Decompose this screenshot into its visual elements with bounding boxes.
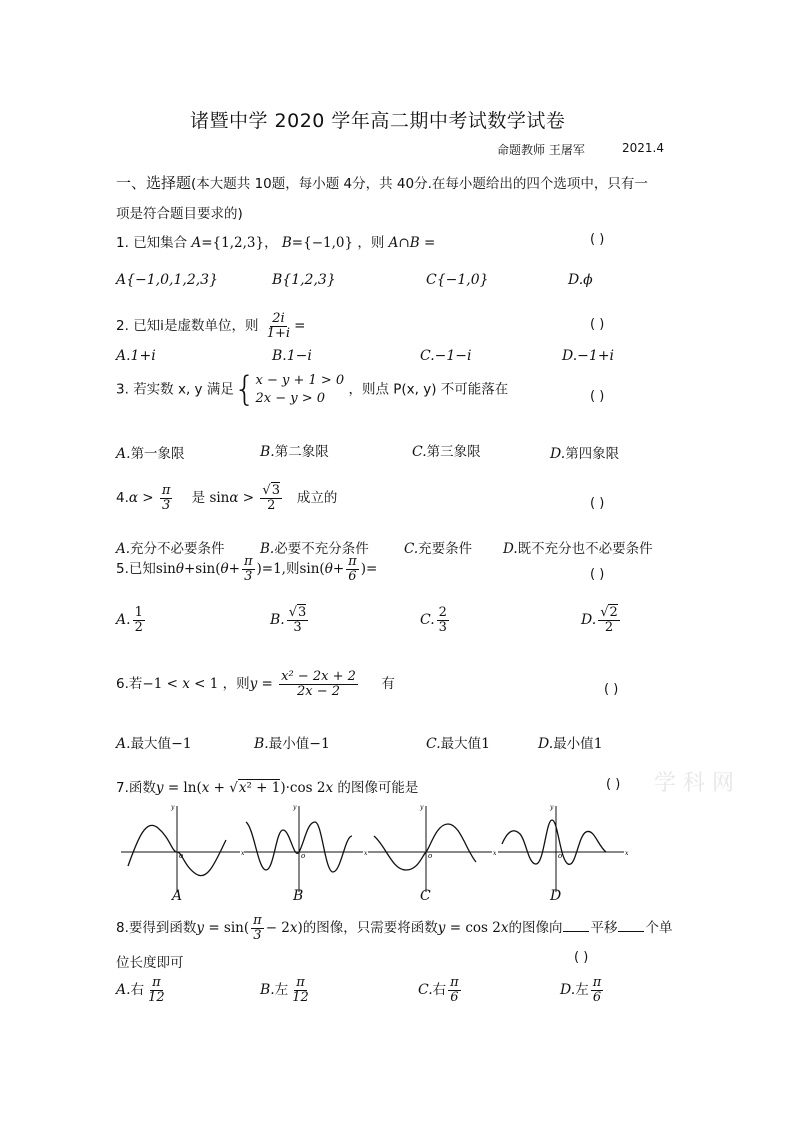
q3-option-a[interactable]: A.第一象限 [116,446,185,462]
q7-graph-a[interactable] [121,804,245,892]
q8-answer-paren: ( ) [574,950,589,965]
q2-answer-paren: ( ) [590,317,605,332]
q2-fraction: $\frac{2i}{1+i}$ [266,311,291,341]
q6-text-b: ，则 [222,676,250,693]
section-heading [116,172,648,193]
q7-answer-paren: ( ) [606,777,621,792]
q7-graph-b[interactable] [244,804,368,892]
q8-number: 8. [116,920,129,937]
q1-answer-paren: ( ) [590,232,605,247]
question-6: 6.若−1 < x < 1 ，则y = $\frac{\text{x² − 2x + 2}}{2x - 2}$ 有 [116,669,395,699]
question-1: 1. 已知集合 A={1,2,3}， B={−1,0} ，则 A∩B = [116,235,436,251]
q4-option-a[interactable]: A.充分不必要条件 [116,541,225,557]
svg-text:o: o [179,852,184,860]
q4-frac-sqrt3: $\frac{√3}{2}$ [262,483,280,513]
q5-answer-paren: ( ) [590,567,605,582]
q4-number: 4. [116,490,129,507]
q6-option-b[interactable]: B.最小值−1 [254,736,330,752]
q4-option-d[interactable]: D.既不充分也不必要条件 [503,541,653,557]
question-2: 2. 已知i是虚数单位，则 $\frac{2i}{1+i}$ = [116,311,306,341]
question-5: 5.已知sinθ+sin(θ+ $\frac{\pi}{3}$ )=1,则sin(θ+ $\frac{\pi}{6}$ )= [116,554,378,584]
q4-option-b[interactable]: B.必要不充分条件 [260,541,369,557]
q2-option-d[interactable]: D.−1+i [562,348,615,364]
q1-option-b[interactable]: B{1,2,3} [272,272,336,288]
q7-graph-c[interactable] [368,804,497,892]
q8-option-c[interactable]: C.右 $\frac{\pi}{6}$ [418,975,459,1005]
svg-text:y: y [420,804,424,811]
q3-option-b[interactable]: B.第二象限 [260,444,329,460]
q5-text: 已知 [128,561,156,578]
svg-text:o: o [558,852,563,860]
q5-option-b[interactable]: B. $\frac{√3}{3}$ [270,605,307,635]
q8-blank-2[interactable] [618,919,644,932]
q3-text: 若实数 x, y 满足 [133,381,234,398]
page-title: 诸暨中学 2020 学年高二期中考试数学试卷 [190,110,566,132]
q1-option-c[interactable]: C{−1,0} [426,272,489,288]
q3-answer-paren: ( ) [590,389,605,404]
q7-label-b: B [293,888,304,904]
q6-option-c[interactable]: C.最大值1 [426,736,491,752]
q6-text-c: 有 [381,676,395,693]
q7-number: 7. [116,780,129,796]
q1-text-b: ，则 [357,235,385,251]
brace-icon: { [233,369,256,410]
q5-option-d[interactable]: D. $\frac{√2}{2}$ [581,605,618,635]
q3-option-d[interactable]: D.第四象限 [550,446,620,462]
q4-answer-paren: ( ) [590,496,605,511]
exam-date: 2021.4 [622,141,664,155]
q5-text-b: 则 [285,561,300,578]
q3-text-b: ，则点 P(x, y) 不可能落在 [348,381,509,398]
q2-number: 2. [116,318,129,335]
svg-text:y: y [550,804,554,811]
q3-system: x − y + 1 > 0 2x − y > 0 [255,373,345,406]
q8-blank-1[interactable] [563,919,589,932]
q4-text: 是 [191,490,206,507]
q8-text-b: 的图像，只需要将函数 [302,920,438,937]
question-3 [116,369,509,410]
q8-option-a[interactable]: A.右 $\frac{\pi}{12}$ [116,975,165,1005]
q4-text-end: 成立的 [296,490,338,507]
q7-text-b: 的图像可能是 [337,780,419,796]
q6-option-d[interactable]: D.最小值1 [538,736,603,752]
q6-answer-paren: ( ) [604,682,619,697]
section-note-2: 项是符合题目要求的) [116,206,243,222]
question-7: 7.函数y = ln(x + √x² + 1)·cos 2x 的图像可能是 [116,780,419,796]
q4-option-c[interactable]: C.充要条件 [404,541,473,557]
q1-option-d[interactable]: D.ϕ [568,272,593,288]
q3-number: 3. [116,381,129,398]
q7-label-a: A [172,888,183,904]
q1-number: 1. [116,235,129,251]
q2-option-b[interactable]: B.1−i [272,348,312,364]
q8-option-b[interactable]: B.左 $\frac{\pi}{12}$ [260,975,309,1005]
q6-text: 若 [128,676,143,693]
q5-number: 5. [116,561,129,578]
q5-option-a[interactable]: A. $\frac{1}{2}$ [116,605,143,635]
q5-option-c[interactable]: C. $\frac{2}{3}$ [420,605,447,635]
question-8: 8.要得到函数y = sin( $\frac{\pi}{3}$ − 2x)的图像，只需要将函数y = cos 2x的图像向 平移 个单 [116,913,673,943]
q2-text: 已知i是虚数单位，则 [133,318,259,335]
q1-text: 已知集合 [133,235,188,251]
svg-text:y: y [293,804,297,811]
q2-option-c[interactable]: C.−1−i [420,348,472,364]
section-note: (本大题共 10题，每小题 4分，共 40分.在每小题给出的四个选项中，只有一 [191,176,648,192]
svg-text:o: o [428,852,433,860]
q1-option-a[interactable]: A{−1,0,1,2,3} [116,272,218,288]
section-title: 一、选择题 [116,174,192,192]
exam-author: 命题教师 王屠军 [497,143,585,157]
q7-label-c: C [420,888,431,904]
q7-graph-d[interactable] [498,804,629,892]
q3-option-c[interactable]: C.第三象限 [412,444,481,460]
q8-option-d[interactable]: D.左 $\frac{\pi}{6}$ [560,975,602,1005]
question-4: 4.α > $\frac{\pi}{3}$ 是 sinα > $\frac{√3}{2}$ 成立的 [116,483,338,513]
svg-text:o: o [301,852,306,860]
svg-text:x: x [241,850,245,857]
q8-text-cont: 位长度即可 [116,955,184,971]
svg-text:x: x [625,850,629,857]
q6-number: 6. [116,676,129,693]
q4-frac-pi3: $\frac{\pi}{3}$ [161,483,171,513]
q6-option-a[interactable]: A.最大值−1 [116,736,192,752]
svg-text:x: x [493,850,497,857]
q8-text-e: 个单 [645,920,673,937]
q8-text-d: 平移 [590,920,618,937]
watermark: 学 科 网 [654,771,734,796]
q8-text: 要得到函数 [128,920,197,937]
q1-set-a: A [191,235,202,251]
svg-text:x: x [364,850,368,857]
q8-text-c: 的图像向 [508,920,563,937]
svg-text:y: y [171,804,175,811]
q7-text: 函数 [128,780,156,796]
q7-label-d: D [550,888,562,904]
q2-option-a[interactable]: A.1+i [116,348,156,364]
q1-set-b: B [281,235,292,251]
